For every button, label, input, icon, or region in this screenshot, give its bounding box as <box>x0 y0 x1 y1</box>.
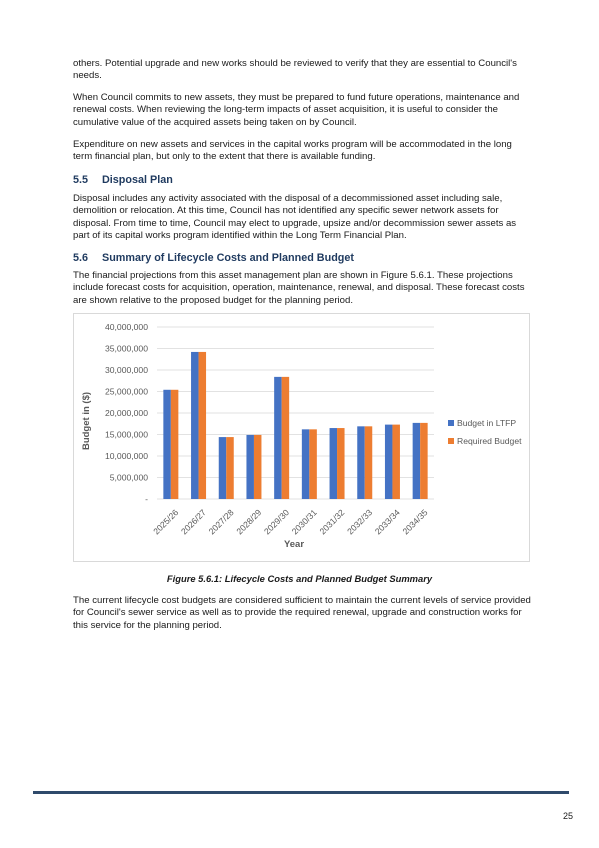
bar-required-budget <box>420 423 428 499</box>
chart-legend <box>448 418 522 446</box>
bar-required-budget <box>392 425 400 499</box>
section-heading-lifecycle-summary <box>73 252 354 264</box>
bar-required-budget <box>309 429 317 499</box>
x-tick-label: 2028/29 <box>234 507 264 537</box>
bar-required-budget <box>337 428 345 499</box>
bar-required-budget <box>254 435 262 499</box>
bar-budget-in-ltfp <box>357 426 365 499</box>
y-tick-label: 15,000,000 <box>104 429 148 440</box>
y-tick-label: 25,000,000 <box>104 386 148 397</box>
y-tick-label: - <box>145 494 148 505</box>
bar-budget-in-ltfp <box>385 425 393 499</box>
x-tick-label: 2033/34 <box>372 507 402 537</box>
chart-y-axis-label: Budget in ($) <box>81 391 92 451</box>
bar-budget-in-ltfp <box>191 352 199 499</box>
bar-budget-in-ltfp <box>163 390 171 499</box>
lifecycle-cost-chart <box>73 313 530 562</box>
paragraph-upgrade-works: others. Potential upgrade and new works should be reviewed to verify that they are essential to Council's needs. <box>73 58 517 82</box>
section-number: 5.6 <box>73 252 89 264</box>
y-tick-label: 20,000,000 <box>104 408 148 419</box>
x-tick-label: 2026/27 <box>178 507 208 537</box>
x-tick-label: 2030/31 <box>289 507 319 537</box>
bar-required-budget <box>171 390 179 499</box>
bar-budget-in-ltfp <box>302 429 310 499</box>
y-tick-label: 35,000,000 <box>104 343 148 354</box>
bar-required-budget <box>226 437 234 499</box>
paragraph-new-assets: When Council commits to new assets, they must be prepared to fund future operations, maintenance and renewal costs. When reviewing the long-term impacts of asset acquisition, it is useful to consider the cumulative value of the acquired assets being taken on by Council. <box>73 92 520 128</box>
bar-budget-in-ltfp <box>330 428 338 499</box>
chart-bars <box>163 352 427 499</box>
chart-x-tick-labels <box>151 507 429 536</box>
x-tick-label: 2027/28 <box>206 507 236 537</box>
x-tick-label: 2031/32 <box>317 507 347 537</box>
paragraph-financial-projections: The financial projections from this asset management plan are shown in Figure 5.6.1. These projections include forecast costs for acquisition, operation, maintenance, renewal, and disposal. These forecast costs are shown relative to the proposed budget for the planning period. <box>73 270 525 306</box>
bar-required-budget <box>365 426 373 499</box>
paragraph-disposal: Disposal includes any activity associated with the disposal of a decommissioned asset including sale, demolition or relocation. At this time, Council has not identified any specific sewer network assets for disposal. From time to time, Council may elect to upgrade, upsize and/or decommission sewer assets as part of its capital works program identified within the Long Term Financial Plan. <box>73 193 517 242</box>
bar-required-budget <box>199 352 207 499</box>
bar-budget-in-ltfp <box>246 435 254 499</box>
legend-label: Budget in LTFP <box>457 418 517 428</box>
chart-x-axis-label: Year <box>283 539 305 550</box>
bar-budget-in-ltfp <box>274 377 282 499</box>
section-title: Disposal Plan <box>102 174 173 186</box>
y-tick-label: 30,000,000 <box>104 365 148 376</box>
bar-budget-in-ltfp <box>219 437 227 499</box>
page-number: 25 <box>562 811 573 821</box>
x-tick-label: 2034/35 <box>400 507 430 537</box>
paragraph-expenditure: Expenditure on new assets and services in the capital works program will be accommodated in the long term financial plan, but only to the extent that there is available funding. <box>73 139 512 163</box>
x-tick-label: 2032/33 <box>345 507 375 537</box>
legend-swatch <box>448 420 454 426</box>
paragraph-budget-sufficiency: The current lifecycle cost budgets are considered sufficient to maintain the current levels of service provided for Council's sewer service as well as to provide the required renewal, upgrade and construction works for this service for the planning period. <box>73 595 531 631</box>
bar-budget-in-ltfp <box>413 423 421 499</box>
x-tick-label: 2025/26 <box>151 507 181 537</box>
y-tick-label: 40,000,000 <box>104 322 148 333</box>
y-tick-label: 10,000,000 <box>104 451 148 462</box>
bar-required-budget <box>282 377 290 499</box>
section-number: 5.5 <box>73 174 89 186</box>
footer-rule <box>33 791 569 794</box>
y-tick-label: 5,000,000 <box>109 472 148 483</box>
chart-canvas <box>74 314 529 561</box>
section-title: Summary of Lifecycle Costs and Planned Budget <box>102 252 354 264</box>
section-heading-disposal-plan <box>73 174 173 186</box>
legend-label: Required Budget <box>457 436 522 446</box>
legend-swatch <box>448 438 454 444</box>
chart-y-tick-labels <box>105 322 148 504</box>
x-tick-label: 2029/30 <box>262 507 292 537</box>
figure-caption: Figure 5.6.1: Lifecycle Costs and Planned Budget Summary <box>166 573 433 584</box>
